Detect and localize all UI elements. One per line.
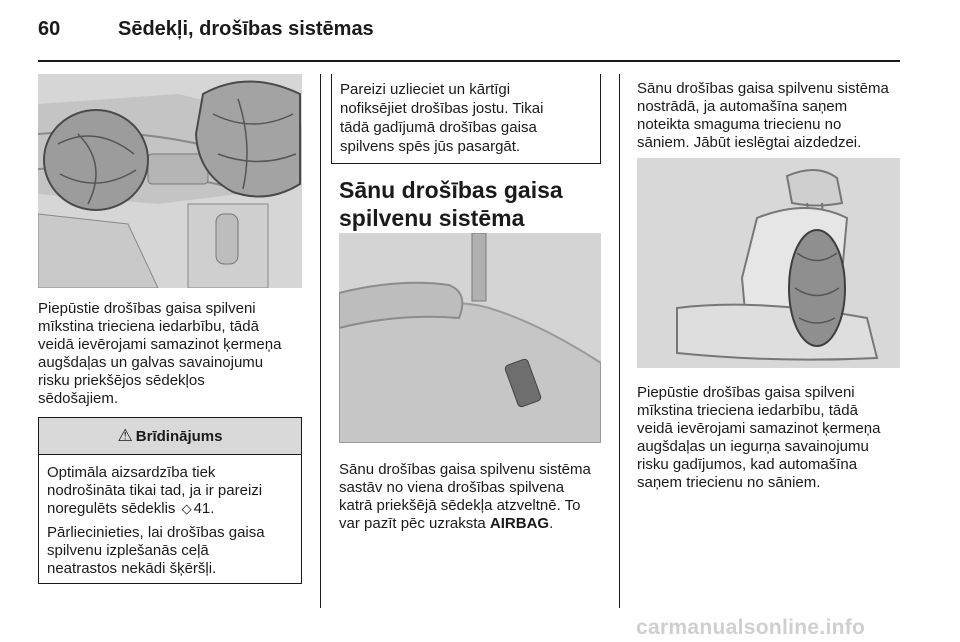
text-line [339, 515, 591, 533]
text-line: spilvens spēs jūs pasargāt. [340, 138, 521, 155]
note-text [340, 80, 543, 156]
text-line: sāniem. Jābūt ieslēgtai aizdedzei. [637, 134, 862, 151]
text-line: Pārliecinieties, lai drošības gaisa [47, 524, 265, 541]
text-line: tādā gadījumā drošības gaisa [340, 119, 537, 136]
text-line: nodrošināta tikai tad, ja ir pareizi [47, 482, 263, 499]
page-reference-link[interactable]: 41. [193, 500, 215, 517]
text-line: risku gadījumos, kad automašīna [637, 456, 858, 473]
side-airbag-intro [637, 80, 889, 152]
text-line: neatrastos nekādi šķēršļi. [47, 560, 217, 577]
warning-header [39, 418, 301, 455]
section-heading [339, 176, 563, 232]
side-airbag-seat-illustration [637, 158, 900, 368]
warning-triangle-icon: ⚠ [117, 426, 133, 445]
side-airbag-paragraph [339, 461, 591, 533]
front-airbags-paragraph [38, 300, 281, 408]
warning-paragraph [47, 464, 265, 518]
text-line: noteikta smaguma triecienu no [637, 116, 842, 133]
text-line: veidā ievērojami samazinot ķermeņa [38, 336, 282, 353]
text-fragment: var pazīt pēc uzraksta [339, 515, 490, 532]
note-box [331, 74, 601, 164]
header-rule [38, 60, 900, 62]
text-line: mīkstina trieciena iedarbību, tādā [38, 318, 259, 335]
front-airbags-illustration [38, 74, 302, 288]
text-fragment: . [549, 515, 554, 532]
text-line: saņem triecienu no sāniem. [637, 474, 821, 491]
text-line [47, 500, 265, 518]
page-title: Sēdekļi, drošības sistēmas [118, 18, 374, 40]
text-line: mīkstina trieciena iedarbību, tādā [637, 402, 858, 419]
text-line: veidā ievērojami samazinot ķermeņa [637, 420, 881, 437]
text-line: sastāv no viena drošības spilvena [339, 479, 565, 496]
text-line: Piepūstie drošības gaisa spilveni [637, 384, 855, 401]
text-line: augšdaļas un iegurņa savainojumu [637, 438, 869, 455]
text-line: Pareizi uzlieciet un kārtīgi [340, 81, 511, 98]
warning-box [38, 417, 302, 584]
text-line: nostrādā, ja automašīna saņem [637, 98, 848, 115]
text-line: spilvenu izplešanās ceļā [47, 542, 209, 559]
warning-paragraph [47, 524, 265, 578]
seat-airbag-label-illustration [339, 233, 601, 443]
text-line: Optimāla aizsardzība tiek [47, 464, 216, 481]
text-line: katrā priekšējā sēdekļa atzveltnē. To [339, 497, 581, 514]
text-line: Sānu drošības gaisa spilvenu sistēma [339, 461, 591, 478]
page-reference-icon: ◇ [181, 501, 192, 516]
warning-body [47, 464, 265, 584]
column-divider [619, 74, 620, 608]
airbag-keyword: AIRBAG [489, 515, 550, 532]
text-line: risku priekšējos sēdekļos [38, 372, 205, 389]
side-airbag-effect-paragraph [637, 384, 880, 492]
text-line: Sānu drošības gaisa spilvenu sistēma [637, 80, 889, 97]
text-fragment: noregulēts sēdeklis [47, 500, 176, 517]
text-line: Piepūstie drošības gaisa spilveni [38, 300, 256, 317]
warning-title: Brīdinājums [135, 427, 223, 445]
text-line: augšdaļas un galvas savainojumu [38, 354, 264, 371]
watermark: carmanualsonline.info [636, 616, 866, 639]
page-number: 60 [38, 18, 61, 40]
heading-line: spilvenu sistēma [339, 205, 525, 231]
heading-line: Sānu drošības gaisa [339, 177, 563, 203]
text-line: sēdošajiem. [38, 390, 119, 407]
text-line: nofiksējiet drošības jostu. Tikai [340, 100, 544, 117]
column-divider [320, 74, 321, 608]
